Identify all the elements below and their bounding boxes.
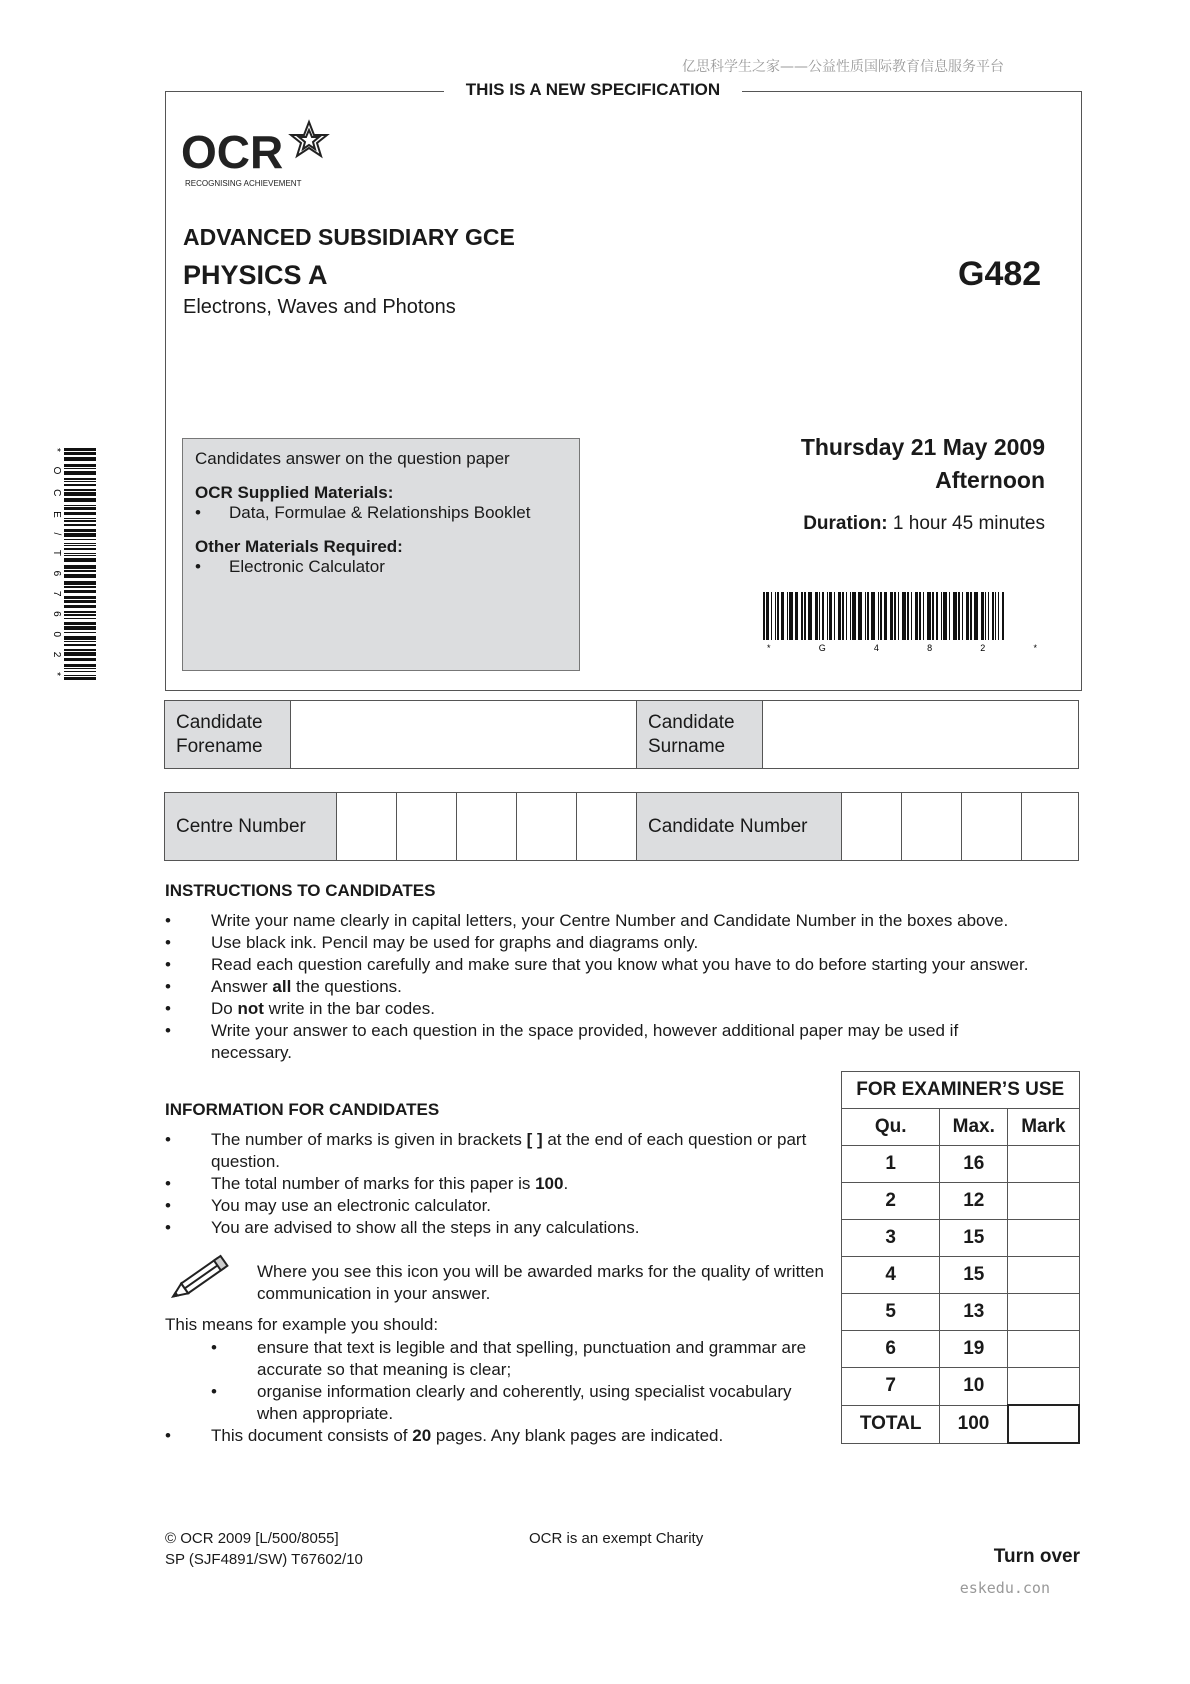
barcode-bar: [867, 592, 869, 640]
barcode-bar: [985, 592, 986, 640]
information-heading: INFORMATION FOR CANDIDATES: [165, 1100, 440, 1119]
barcode-bar: [64, 632, 96, 633]
barcode-bar: [64, 545, 96, 546]
barcode-bar: [64, 520, 96, 522]
qwc-sub-list: [211, 1337, 836, 1425]
barcode-bar: [64, 605, 96, 608]
barcode-bar: [775, 592, 776, 640]
barcode-bar: [64, 671, 96, 672]
barcode-bar: [64, 570, 96, 572]
candidate-number-box[interactable]: [842, 793, 902, 860]
list-item: • You are advised to show all the steps in any calculations.: [165, 1218, 640, 1237]
barcode-bar: [64, 652, 96, 656]
barcode-bar: [64, 649, 96, 651]
mark-cell[interactable]: [1008, 1146, 1079, 1183]
barcode-bar: [64, 644, 96, 646]
table-row: 6 19: [842, 1331, 1080, 1368]
candidate-number-box[interactable]: [902, 793, 962, 860]
barcode-bar: [958, 592, 960, 640]
barcode-bar: [64, 507, 96, 510]
barcode-bar: [919, 592, 921, 640]
list-item: • ensure that text is legible and that spelling, punctuation and grammar are accurate so that meaning is clear;: [211, 1338, 807, 1379]
barcode-bar: [787, 592, 788, 640]
barcode-bar: [64, 518, 96, 519]
barcode-bar: [64, 492, 96, 496]
centre-number-box[interactable]: [457, 793, 517, 860]
barcode-bar: [64, 636, 96, 640]
column-header: Max.: [940, 1109, 1008, 1146]
centre-number-box[interactable]: [577, 793, 637, 860]
barcode-bar: [64, 658, 96, 661]
other-heading: Other Materials Required:: [195, 537, 403, 556]
list-item: • Write your answer to each question in the space provided, however additional paper may be used if necessary.: [165, 1021, 959, 1062]
barcode-bar: [64, 664, 96, 667]
barcode-bar: [970, 592, 972, 640]
barcode-bar: [834, 592, 835, 640]
exam-duration: Duration: 1 hour 45 minutes: [803, 513, 1045, 534]
paper-barcode: [763, 592, 1048, 657]
unit-title: Electrons, Waves and Photons: [183, 296, 456, 318]
barcode-bar: [974, 592, 978, 640]
barcode-bar: [777, 592, 779, 640]
barcode-bar: [64, 581, 96, 585]
list-item: • Use black ink. Pencil may be used for graphs and diagrams only.: [165, 933, 699, 952]
barcode-bar: [966, 592, 969, 640]
barcode-bar: [804, 592, 806, 640]
list-item: • You may use an electronic calculator.: [165, 1196, 492, 1215]
barcode-bar: [829, 592, 832, 640]
barcode-bar: [953, 592, 957, 640]
barcode-bar: [923, 592, 924, 640]
turn-over: Turn over: [993, 1546, 1080, 1567]
table-row: 7 10: [842, 1368, 1080, 1406]
barcode-bar: [64, 471, 96, 475]
barcode-bar: [915, 592, 918, 640]
barcode-bar: [949, 592, 950, 640]
barcode-bar: [64, 677, 96, 680]
centre-number-box[interactable]: [517, 793, 577, 860]
candidate-number-label: Candidate Number: [637, 793, 842, 860]
barcode-bar: [907, 592, 909, 640]
mark-cell[interactable]: [1008, 1331, 1079, 1368]
barcode-bar: [838, 592, 841, 640]
barcode-bar: [64, 586, 96, 588]
list-item: • The number of marks is given in brackets [ ] at the end of each question or part question.: [165, 1130, 807, 1171]
information-list: [165, 1129, 835, 1239]
ocr-logo: [181, 118, 341, 195]
barcode-bar: [992, 592, 994, 640]
barcode-bar: [64, 675, 96, 676]
instructions-heading: INSTRUCTIONS TO CANDIDATES: [165, 881, 436, 900]
supplied-item: Data, Formulae & Relationships Booklet: [229, 503, 531, 522]
barcode-bar: [64, 464, 96, 467]
barcode-bar: [781, 592, 784, 640]
instructions-list: [165, 910, 1085, 1064]
barcode-bar: [801, 592, 803, 640]
site-watermark: eskedu.con: [959, 1579, 1050, 1597]
barcode-bar: [64, 574, 96, 578]
list-item: • organise information clearly and coherently, using specialist vocabulary when appropriate.: [211, 1382, 792, 1423]
mark-cell[interactable]: [1008, 1294, 1079, 1331]
centre-number-label: Centre Number: [165, 793, 337, 860]
pencil-icon: [168, 1250, 238, 1311]
forename-field[interactable]: [291, 701, 637, 768]
mark-cell[interactable]: [1008, 1368, 1079, 1406]
barcode-bar: [64, 600, 96, 603]
barcode-bar: [64, 596, 96, 599]
barcode-bar: [981, 592, 984, 640]
barcode-bar: [962, 592, 963, 640]
barcode-bar: [894, 592, 896, 640]
barcode-bar: [64, 468, 96, 469]
barcode-bar: [64, 529, 96, 532]
list-item: • Do not write in the bar codes.: [165, 999, 435, 1018]
barcode-bar: [927, 592, 931, 640]
barcode-bar: [64, 543, 96, 544]
barcode-bar: [64, 489, 96, 491]
mark-cell[interactable]: [1008, 1220, 1079, 1257]
watermark-text: 亿思科学生之家——公益性质国际教育信息服务平台: [682, 59, 1004, 75]
barcode-bar: [771, 592, 772, 640]
barcode-bar: [64, 553, 96, 554]
barcode-bar: [808, 592, 812, 640]
barcode-bar: [858, 592, 862, 640]
barcode-bar: [64, 548, 96, 550]
table-row: 3 15: [842, 1220, 1080, 1257]
svg-text:RECOGNISING ACHIEVEMENT: RECOGNISING ACHIEVEMENT: [185, 179, 302, 188]
barcode-bar: [64, 484, 96, 486]
svg-text:OCR: OCR: [181, 126, 284, 178]
barcode-bar: [842, 592, 844, 640]
barcode-bar: [64, 505, 96, 506]
other-item: Electronic Calculator: [229, 557, 385, 576]
barcode-bar: [64, 452, 96, 455]
barcode-bar: [64, 457, 96, 461]
barcode-bar: [822, 592, 824, 640]
barcode-bar: [884, 592, 887, 640]
barcode-bar: [64, 539, 96, 540]
paper-reference: SP (SJF4891/SW) T67602/10: [165, 1551, 363, 1568]
centre-number-box[interactable]: [337, 793, 397, 860]
supplied-heading: OCR Supplied Materials:: [195, 483, 394, 502]
barcode-bar: [64, 565, 96, 569]
barcode-bar: [789, 592, 793, 640]
list-item: • Write your name clearly in capital letters, your Centre Number and Candidate Number in the boxes above.: [165, 911, 1009, 930]
centre-number-box[interactable]: [397, 793, 457, 860]
candidate-number-box[interactable]: [962, 793, 1022, 860]
spec-banner: THIS IS A NEW SPECIFICATION: [0, 80, 1190, 100]
subject-title: PHYSICS A: [183, 260, 328, 290]
barcode-bar: [988, 592, 989, 640]
barcode-bar: [64, 498, 96, 502]
side-barcode-caption: * O C E / T 6 7 6 0 2 *: [52, 448, 62, 676]
barcode-bar: [64, 558, 96, 562]
column-header: Qu.: [842, 1109, 940, 1146]
total-mark-cell[interactable]: [1008, 1405, 1079, 1443]
barcode-bar: [941, 592, 942, 640]
qwc-text: Where you see this icon you will be awarded marks for the quality of written communication in your answer.: [257, 1262, 824, 1303]
surname-field[interactable]: [763, 701, 1078, 768]
materials-intro: Candidates answer on the question paper: [195, 449, 510, 468]
barcode-bar: [64, 512, 96, 515]
barcode-bar: [898, 592, 899, 640]
barcode-bar: [64, 626, 96, 630]
exam-session: Afternoon: [935, 467, 1045, 493]
mark-cell[interactable]: [1008, 1183, 1079, 1220]
barcode-bar: [64, 555, 96, 556]
barcode-bar: [64, 481, 96, 482]
column-header: Mark: [1008, 1109, 1079, 1146]
barcode-bar: [64, 533, 96, 537]
barcode-bar: [890, 592, 893, 640]
paper-code: G482: [958, 255, 1042, 293]
barcode-bar: [936, 592, 938, 640]
barcode-bar: [878, 592, 879, 640]
barcode-bar: [871, 592, 875, 640]
list-item: • The total number of marks for this paper is 100.: [165, 1174, 569, 1193]
surname-label: Candidate Surname: [637, 701, 763, 768]
barcode-bar: [932, 592, 934, 640]
barcode-caption: * G 4 8 2 *: [767, 643, 1037, 652]
forename-label: Candidate Forename: [165, 701, 291, 768]
charity-note: OCR is an exempt Charity: [529, 1530, 704, 1547]
barcode-bar: [846, 592, 847, 640]
barcode-bar: [943, 592, 947, 640]
list-item: • This document consists of 20 pages. Any blank pages are indicated.: [165, 1426, 724, 1445]
qualification-title: ADVANCED SUBSIDIARY GCE: [183, 224, 515, 250]
barcode-bar: [850, 592, 851, 640]
list-item: • Read each question carefully and make sure that you know what you have to do before starting your answer.: [165, 955, 1029, 974]
barcode-bar: [1002, 592, 1004, 640]
barcode-bar: [902, 592, 906, 640]
mark-cell[interactable]: [1008, 1257, 1079, 1294]
barcode-bar: [852, 592, 856, 640]
barcode-bar: [64, 448, 96, 451]
candidate-number-box[interactable]: [1022, 793, 1078, 860]
table-row: 4 15: [842, 1257, 1080, 1294]
examiner-use-table: [841, 1071, 1080, 1444]
side-barcode: [52, 448, 98, 685]
barcode-bar: [64, 614, 96, 616]
barcode-bar: [64, 611, 96, 613]
copyright: © OCR 2009 [L/500/8055]: [165, 1530, 339, 1547]
pages-list: [165, 1425, 835, 1447]
barcode-bar: [64, 524, 96, 526]
barcode-bar: [911, 592, 912, 640]
barcode-bar: [815, 592, 818, 640]
table-row: 5 13: [842, 1294, 1080, 1331]
barcode-bar: [64, 478, 96, 480]
candidate-name-row: [164, 700, 1079, 769]
table-row: 1 16: [842, 1146, 1080, 1183]
barcode-bar: [64, 590, 96, 593]
barcode-bar: [64, 618, 96, 619]
candidate-number-row: [164, 792, 1079, 861]
barcode-bar: [64, 668, 96, 669]
materials-box: Candidates answer on the question paper OCR Supplied Materials: • Data, Formulae & Relationships Booklet Other Materials Required: • Electronic Calculator: [182, 438, 580, 671]
table-row: 2 12: [842, 1183, 1080, 1220]
barcode-bar: [865, 592, 866, 640]
barcode-bar: [995, 592, 996, 640]
barcode-bar: [64, 622, 96, 625]
barcode-bar: [819, 592, 820, 640]
barcode-bar: [827, 592, 828, 640]
barcode-bar: [763, 592, 765, 640]
barcode-bar: [766, 592, 769, 640]
barcode-bar: [880, 592, 882, 640]
total-row: TOTAL 100: [842, 1405, 1080, 1443]
exam-date: Thursday 21 May 2009: [800, 434, 1045, 460]
list-item: • Answer all the questions.: [165, 977, 402, 996]
barcode-bar: [64, 641, 96, 642]
means-text: This means for example you should:: [165, 1315, 439, 1334]
examiner-table-title: FOR EXAMINER’S USE: [842, 1072, 1080, 1109]
barcode-bar: [795, 592, 798, 640]
barcode-bar: [998, 592, 999, 640]
